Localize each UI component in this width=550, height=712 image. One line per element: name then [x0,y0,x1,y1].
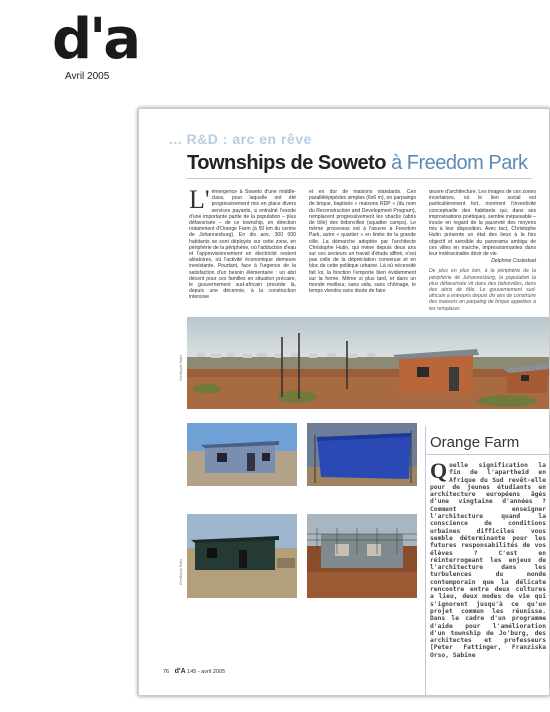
photo-credit-1: Christophe Hutin [179,354,183,381]
column-3-text: œuvre d'architecture. Les images de ces zones incertaines, où le lien social est particulièrement fort, montrent l'inventivité conceptuelle des habitants qui, dans ses improvisations poétiques, semble inépuisable – inouïe en regard de la pauvreté des moyens mis à leur disposition. Avec tact, Christophe Hutin présente un état des lieux à la fois objectif et sensible du panorama ambigu de ces villes en marche, impressionnantes dans leur indéracinable désir de vie. [429,189,536,258]
magazine-logo [52,7,139,72]
title-part-1: Townships de Soweto [187,152,387,174]
green-house-photo [187,514,297,598]
footer-magazine: d'A [174,668,186,675]
logo-text: d'a [52,7,139,72]
fenced-house-photo [307,514,417,598]
article-column-3 [429,189,536,312]
township-panorama-photo [187,317,549,409]
rubric-label: ... R&D : arc en rêve [169,131,312,147]
footer-issue: 145 - avril 2005 [185,669,226,675]
sidebar-drop-cap: Q [430,458,448,483]
issue-date: Avril 2005 [65,71,110,82]
sidebar-rule [426,454,550,455]
blue-cloth-photo [307,423,417,486]
orange-farm-sidebar [425,426,550,696]
drop-cap: L' [189,185,210,214]
photo-credit-2: Christophe Hutin [179,558,183,585]
page-footer [163,668,225,675]
article-title [187,151,527,175]
article-column-2 [309,189,416,294]
sidebar-title: Orange Farm [430,434,520,451]
column-1-text: émergence à Soweto d'une middle-class, pour laquelle ont été progressivement mis en place divers services payants, a entraîné l'exode d'une importante partie de la population – plus défavorisée – de ce township, en direction notamment d'Orange Farm (à 50 km du centre de Johannesburg). En dix ans, 300 000 habitants se sont déployés sur cette zone, en périphérie de la périphérie, où l'adduction d'eau et l'approvisionnement en électricité restent aléatoires, où l'activité économique demeure inexistante. Pourtant, face à l'urgence de la satisfaction d'un besoin élémentaire : un abri décent pour ces familles en situation précaire, le gouvernement sud-africain procède là, depuis une décennie, à la construction intensive [189,189,297,301]
sidebar-text [430,458,546,659]
photo-caption: De plus en plus loin, à la périphérie de la périphérie de Johannesburg, la population la plus défavorisée vit dans des bidonvilles, dans des abris de tôle. Le gouvernement sud-africain a entrepris depuis dix ans de construire des maisons en parpaing de brique appelées à les remplacer. [429,268,536,312]
author-signature: Delphine Costedoat [491,258,536,265]
sidebar-body: uelle signification la fin de l'apartheid en Afrique du Sud revêt-elle pour de jeunes étudiants en architecture européens âgés d'une vingtaine d'années ? Comment enseigner l'architecture quand la conscience de conditions urbaines difficiles vous semble déterminante pour les futures responsabilités de vos élèves ? C'est en réinterrogeant les enjeux de l'architecture dans les turbulences du monde contemporain que la délicate rencontre entre deux cultures a lieu, deux modes de vie qui s'ignorent jusqu'à ce qu'un projet commun les réunisse. Dans le cadre d'un programme d'aide pour l'amélioration d'un township de Jo'burg, des architectes et professeurs [Peter Fattinger, Franziska Orso, Sabine [430,462,546,659]
article-column-1 [189,185,297,301]
page-number: 76 [163,669,170,675]
title-part-2: à Freedom Park [386,152,528,174]
blue-house-photo [187,423,297,486]
title-rule [187,178,532,179]
magazine-page [138,108,550,696]
column-2-text: et en dur de maisons standards. Ces parallélépipèdes simples (6x6 m), en parpaings de brique, baptisés « maisons RDP » (du nom du Reconstruction and Development Program), remplacent progressivement les shacks (abris de tôle) des bidonvilles (squatter camps). Le même processus est à l'œuvre à Freedom Park, autre « quartier » en limite de la grande ville. La démarche adoptée par l'architecte Christophe Hutin, qui mène depuis deux ans sur ces secteurs un travail d'étude affiné, n'est pas celle de la dépréciation convenue et en bloc de cette politique urbaine. Là où nécessité fait loi, la fonction l'emporte bien évidemment sur la forme. Même si plus tard, et dans un monde meilleur, sans sida, sans chômage, le temps viendra sans doute de faire [309,189,416,295]
